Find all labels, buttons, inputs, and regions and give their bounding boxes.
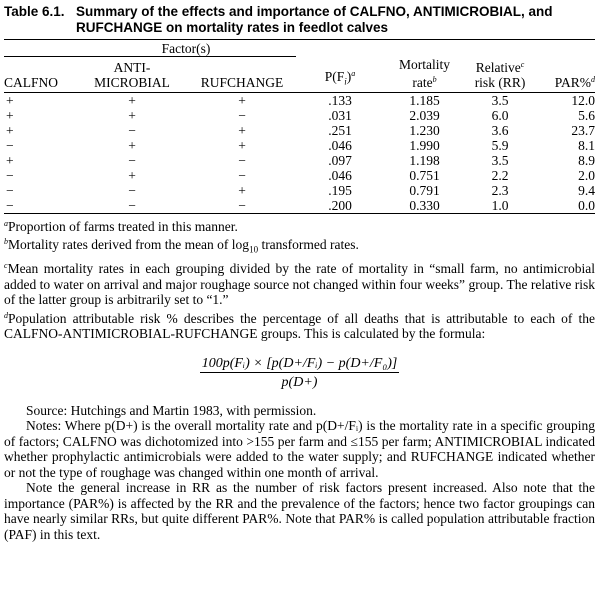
table-title: Summary of the effects and importance of CALFNO, ANTIMICROBIAL, and RUFCHANGE on mortality rates in feedlot calves — [76, 4, 553, 35]
footnote-d: $^d$Population attributable risk % describes the percentage of all deaths that is attributable to each of the CALFNO-ANTIMICROBIAL-RUFCHANGE groups. This is calculated by the formula: — [4, 310, 595, 342]
factor-group-label: Factor(s) — [76, 40, 296, 57]
table-row: − + − .046 0.751 2.2 2.0 — [6, 167, 595, 183]
table-row: + + − .031 2.039 6.0 5.6 — [6, 107, 595, 123]
header-relative-risk: Relative$^c$ risk (RR) — [474, 59, 526, 90]
bottom-rule — [4, 213, 595, 214]
formula-denominator: p(D+) — [281, 375, 318, 391]
table-caption — [4, 4, 595, 36]
formula-numerator: 100p(Fᵢ) × [p(D+/Fᵢ) − p(D+/F₀)] — [200, 356, 400, 374]
header-probability: $P(F_i)^a$ — [324, 68, 356, 87]
footnote-b: $^b$Mortality rates derived from the mean of $\log_{10}$ transformed rates. — [4, 237, 359, 255]
table-row: + − − .097 1.198 3.5 8.9 — [6, 152, 595, 168]
source-line: Source: Hutchings and Martin 1983, with permission. — [26, 402, 317, 418]
par-formula — [4, 356, 595, 391]
footnotes — [4, 216, 595, 543]
notes-paragraph: Notes: Where p(D+) is the overall mortality rate and p(D+/Fᵢ) is the mortality rate in a specific grouping of factors; CALFNO was dichotomized into >155 per farm and ≤155 per farm; ANTIMICROBIAL indicated whether prophylactic antimicrobials were added to the water supply; and RUFCHANGE indicated whether or not the type of roughage was changed within one month of arrival. — [4, 418, 595, 480]
table-row: + − + .251 1.230 3.6 23.7 — [6, 122, 595, 138]
header-calfno: CALFNO — [4, 74, 59, 90]
notes-paragraph: Note the general increase in RR as the number of risk factors present increased. Also note that the importance (PAR%) is affected by the RR and the prevalence of the factors; hence two factor groupings can have nearly similar RRs, but quite different PAR%. Note that PAR% is called population attributable fraction (PAF) in this text. — [4, 480, 595, 542]
summary-table — [4, 40, 595, 213]
footnote-c: $^c$Mean mortality rates in each grouping divided by the rate of mortality in “small farm, no antimicrobial added to water on arrival and major roughage source not changed within four weeks” group. The relative risk of the latter group is arbitrarily set to “1.” — [4, 261, 595, 308]
table-number: Table 6.1. — [4, 4, 65, 19]
header-antimicrobial: ANTI- MICROBIAL — [94, 59, 170, 90]
table-row: + + + .133 1.185 3.5 12.0 — [6, 92, 595, 108]
table-row: − − + .195 0.791 2.3 9.4 — [6, 182, 595, 198]
table-row: − − − .200 0.330 1.0 0.0 — [6, 197, 595, 213]
footnote-a: $^a$Proportion of farms treated in this manner. — [4, 218, 238, 234]
header-mortality-rate: Mortality rate$^b$ — [399, 56, 450, 90]
header-par: PAR%$^d$ — [554, 74, 595, 90]
header-rufchange: RUFCHANGE — [200, 74, 284, 90]
table-row: − + + .046 1.990 5.9 8.1 — [6, 137, 595, 153]
